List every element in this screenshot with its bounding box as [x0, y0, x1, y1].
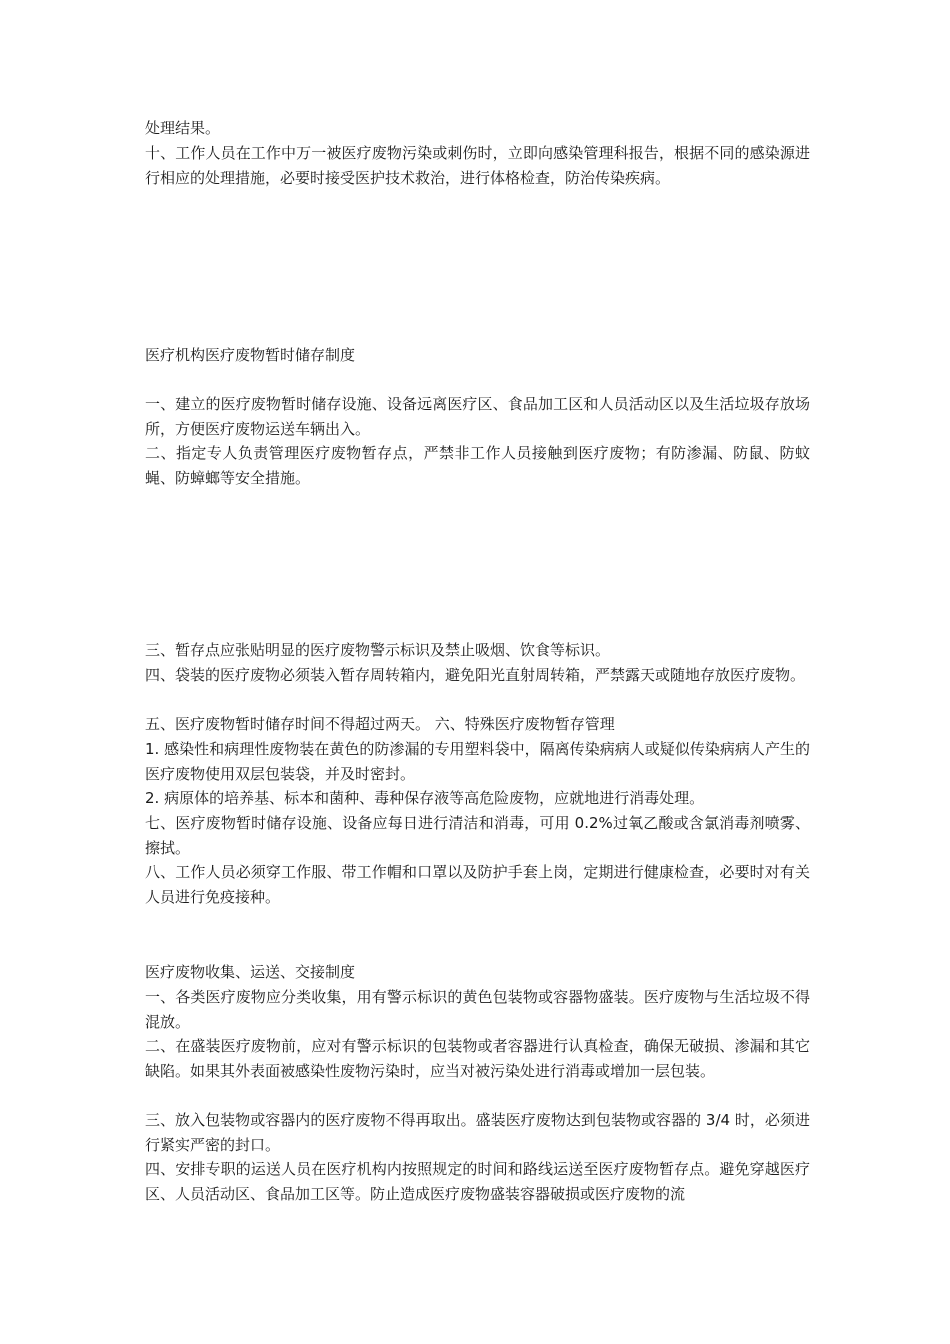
- collection-item-2: 二、在盛装医疗废物前，应对有警示标识的包装物或者容器进行认真检查，确保无破损、渗漏和其它缺陷。如果其外表面被感染性废物污染时，应当对被污染处进行消毒或增加一层包装。: [145, 1037, 810, 1080]
- storage-item-3: 三、暂存点应张贴明显的医疗废物警示标识及禁止吸烟、饮食等标识。: [145, 641, 611, 659]
- storage-item-9: 八、工作人员必须穿工作服、带工作帽和口罩以及防护手套上岗，定期进行健康检查，必要时对有关人员进行免疫接种。: [145, 863, 810, 906]
- section-title-storage: 医疗机构医疗废物暂时储存制度: [145, 346, 356, 364]
- storage-item-2: 二、指定专人负责管理医疗废物暂存点，严禁非工作人员接触到医疗废物；有防渗漏、防鼠、防蚊蝇、防蟑螂等安全措施。: [145, 444, 810, 487]
- paragraph-item-ten: 十、工作人员在工作中万一被医疗废物污染或刺伤时，立即向感染管理科报告，根据不同的感染源进行相应的处理措施，必要时接受医护技术救治，进行体格检查，防治传染疾病。: [145, 144, 810, 187]
- storage-item-7: 2. 病原体的培养基、标本和菌种、毒种保存液等高危险废物，应就地进行消毒处理。: [145, 789, 705, 807]
- collection-item-3: 三、放入包装物或容器内的医疗废物不得再取出。盛装医疗废物达到包装物或容器的 3/4 时，必须进行紧实严密的封口。: [145, 1111, 810, 1154]
- paragraph-result: 处理结果。: [145, 119, 221, 137]
- storage-item-6: 1. 感染性和病理性废物装在黄色的防渗漏的专用塑料袋中，隔离传染病病人或疑似传染病病人产生的医疗废物使用双层包装袋，并及时密封。: [145, 740, 810, 783]
- storage-item-4: 四、袋装的医疗废物必须装入暂存周转箱内，避免阳光直射周转箱，严禁露天或随地存放医疗废物。: [145, 666, 806, 684]
- collection-item-1: 一、各类医疗废物应分类收集，用有警示标识的黄色包装物或容器物盛装。医疗废物与生活垃圾不得混放。: [145, 988, 810, 1031]
- storage-item-5: 五、医疗废物暂时储存时间不得超过两天。 六、特殊医疗废物暂存管理: [145, 715, 615, 733]
- storage-item-1: 一、建立的医疗废物暂时储存设施、设备远离医疗区、食品加工区和人员活动区以及生活垃圾存放场所，方便医疗废物运送车辆出入。: [145, 395, 810, 438]
- storage-item-8: 七、医疗废物暂时储存设施、设备应每日进行清洁和消毒，可用 0.2%过氧乙酸或含氯消毒剂喷雾、擦拭。: [145, 814, 810, 857]
- section-title-collection: 医疗废物收集、运送、交接制度: [145, 963, 356, 981]
- collection-item-4: 四、安排专职的运送人员在医疗机构内按照规定的时间和路线运送至医疗废物暂存点。避免穿越医疗区、人员活动区、食品加工区等。防止造成医疗废物盛装容器破损或医疗废物的流: [145, 1160, 810, 1203]
